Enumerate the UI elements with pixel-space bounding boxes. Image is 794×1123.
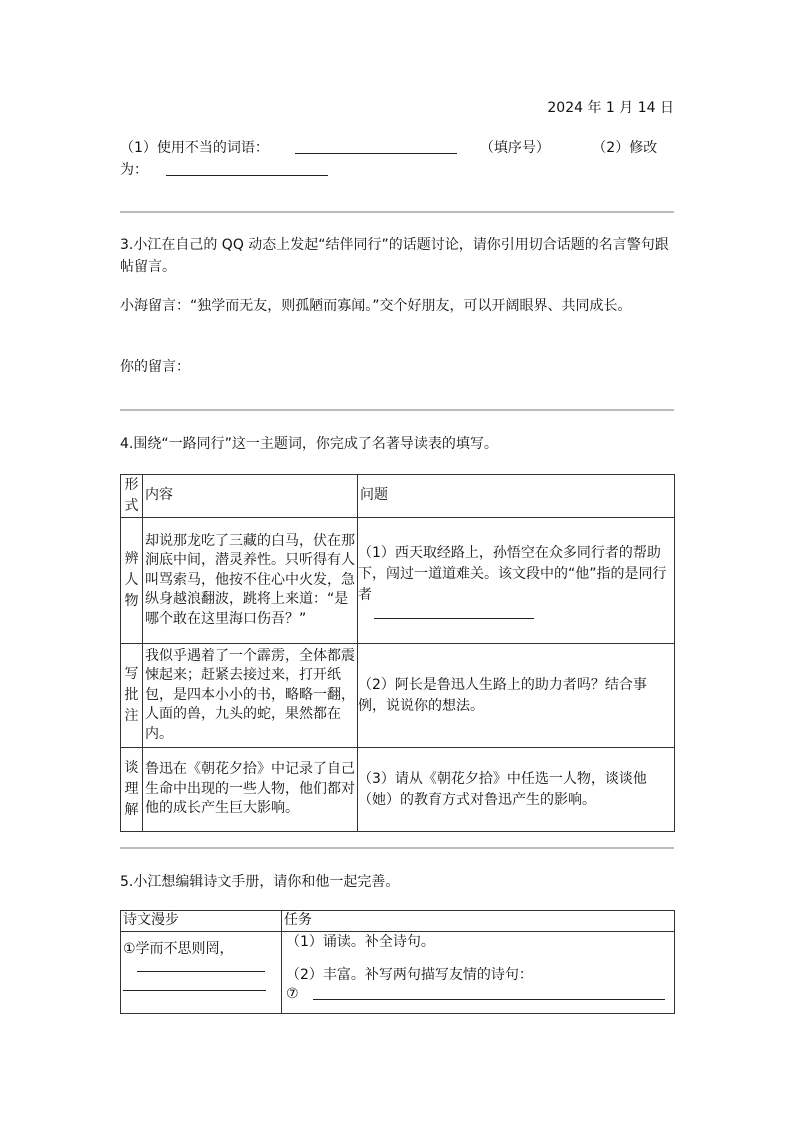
answer-blank-poem-2[interactable] — [123, 987, 266, 991]
divider-2 — [120, 409, 674, 411]
table-row — [121, 932, 675, 1014]
task-recite: （1）诵读。补全诗句。 — [286, 934, 435, 950]
row-content: 却说那龙吃了三藏的白马，伏在那涧底中间，潜灵养性。只听得有人叫骂索马，他按不住心中火发，急纵身越浪翻波，跳将上来道：“是哪个敢在这里海口伤吾？” — [143, 518, 358, 644]
header-form: 形式 — [121, 475, 143, 518]
row-form: 写批注 — [121, 644, 143, 748]
q2-label-3: 为： — [120, 162, 148, 178]
q2-hint-1: （填序号） — [479, 140, 550, 156]
q2-correction-lines — [120, 137, 674, 181]
circled-seven-marker: ⑦ — [286, 986, 299, 1002]
answer-blank-revision[interactable] — [166, 159, 328, 176]
answer-blank-companion[interactable] — [374, 614, 534, 619]
header-content: 内容 — [143, 475, 358, 518]
table-row — [121, 644, 675, 748]
answer-blank-friendship[interactable] — [313, 987, 665, 1000]
task-answer-line — [286, 985, 672, 1003]
divider-1 — [120, 211, 674, 213]
answer-blank-poem-1[interactable] — [137, 968, 265, 972]
date-line: 2024 年 1 月 14 日 — [547, 100, 674, 116]
q2-label-1: （1）使用不当的词语： — [120, 140, 269, 156]
table-header-row — [121, 911, 675, 932]
row-form: 谈理解 — [121, 748, 143, 832]
table-row — [121, 518, 675, 644]
q3-haixiao-message: 小海留言：“独学而无友，则孤陋而寡闻。”交个好朋友，可以开阔眼界、共同成长。 — [120, 298, 632, 314]
row-form: 辨人物 — [121, 518, 143, 644]
table-row — [121, 748, 675, 832]
header-poetry-walk: 诗文漫步 — [121, 911, 282, 932]
poem-cell — [121, 932, 282, 1014]
q3-prompt: 3.小江在自己的 QQ 动态上发起“结伴同行”的话题讨论，请你引用切合话题的名言警句跟帖留言。 — [120, 237, 669, 275]
q3-your-message-label: 你的留言： — [120, 359, 190, 375]
row-question: （2）阿长是鲁迅人生路上的助力者吗？结合事例，说说你的想法。 — [358, 644, 675, 748]
table-header-row — [121, 475, 675, 518]
row-question: （1）西天取经路上，孙悟空在众多同行者的帮助下，闯过一道道难关。该文段中的“他”指的是同行者 — [358, 544, 667, 603]
task-enrich: （2）丰富。补写两句描写友情的诗句： — [286, 967, 533, 983]
reading-guide-table — [120, 474, 675, 832]
q2-line-1 — [120, 137, 674, 159]
q2-line-2 — [120, 159, 674, 181]
row-question-cell — [358, 518, 675, 644]
q5-prompt: 5.小江想编辑诗文手册，请你和他一起完善。 — [120, 874, 400, 890]
task-cell — [282, 932, 675, 1014]
row-content: 我似乎遇着了一个霹雳，全体都震悚起来；赶紧去接过来，打开纸包，是四本小小的书，略略一翻，人面的兽，九头的蛇，果然都在内。 — [143, 644, 358, 748]
row-content: 鲁迅在《朝花夕拾》中记录了自己生命中出现的一些人物，他们都对他的成长产生巨大影响。 — [143, 748, 358, 832]
answer-blank-word[interactable] — [295, 137, 457, 154]
q2-label-2: （2）修改 — [592, 140, 658, 156]
header-task: 任务 — [282, 911, 675, 932]
divider-3 — [120, 847, 674, 849]
header-question: 问题 — [358, 475, 675, 518]
row-question: （3）请从《朝花夕拾》中任选一人物，谈谈他（她）的教育方式对鲁迅产生的影响。 — [358, 748, 675, 832]
poem-line: ①学而不思则罔， — [123, 941, 234, 957]
q4-prompt: 4.围绕“一路同行”这一主题词，你完成了名著导读表的填写。 — [120, 436, 498, 452]
poetry-handbook-table — [120, 910, 675, 1014]
